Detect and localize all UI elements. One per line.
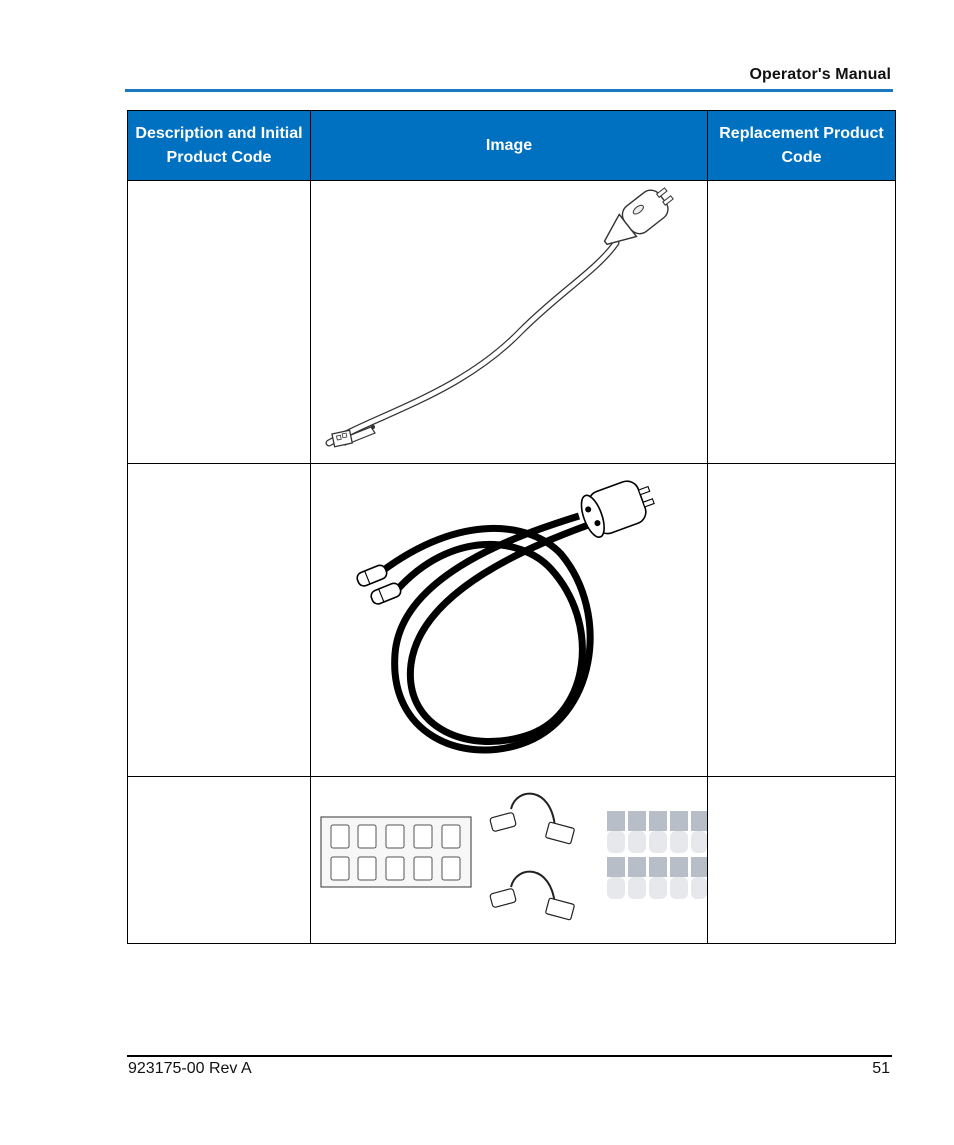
description-cell bbox=[128, 777, 311, 944]
table-row bbox=[128, 464, 896, 777]
image-cell bbox=[311, 181, 708, 464]
replacement-cell bbox=[708, 777, 896, 944]
footer-rule bbox=[127, 1055, 892, 1057]
coiled-cable-icon bbox=[311, 464, 707, 776]
document-number: 923175-00 Rev A bbox=[128, 1060, 252, 1077]
replacement-cell bbox=[708, 464, 896, 777]
column-header-description: Description and Initial Product Code bbox=[128, 111, 311, 181]
page-header-title: Operator's Manual bbox=[749, 66, 891, 83]
page-number: 51 bbox=[872, 1060, 890, 1077]
table-row bbox=[128, 181, 896, 464]
image-cell bbox=[311, 777, 708, 944]
accessory-kit-icon bbox=[311, 777, 707, 943]
description-cell bbox=[128, 464, 311, 777]
table-header-row bbox=[128, 111, 896, 181]
column-header-replacement: Replacement Product Code bbox=[708, 111, 896, 181]
image-cell bbox=[311, 464, 708, 777]
parts-table bbox=[127, 110, 896, 944]
table-row bbox=[128, 777, 896, 944]
sensor-cable-icon bbox=[311, 181, 707, 463]
replacement-cell bbox=[708, 181, 896, 464]
description-cell bbox=[128, 181, 311, 464]
column-header-image: Image bbox=[311, 111, 708, 181]
header-rule bbox=[125, 89, 893, 92]
